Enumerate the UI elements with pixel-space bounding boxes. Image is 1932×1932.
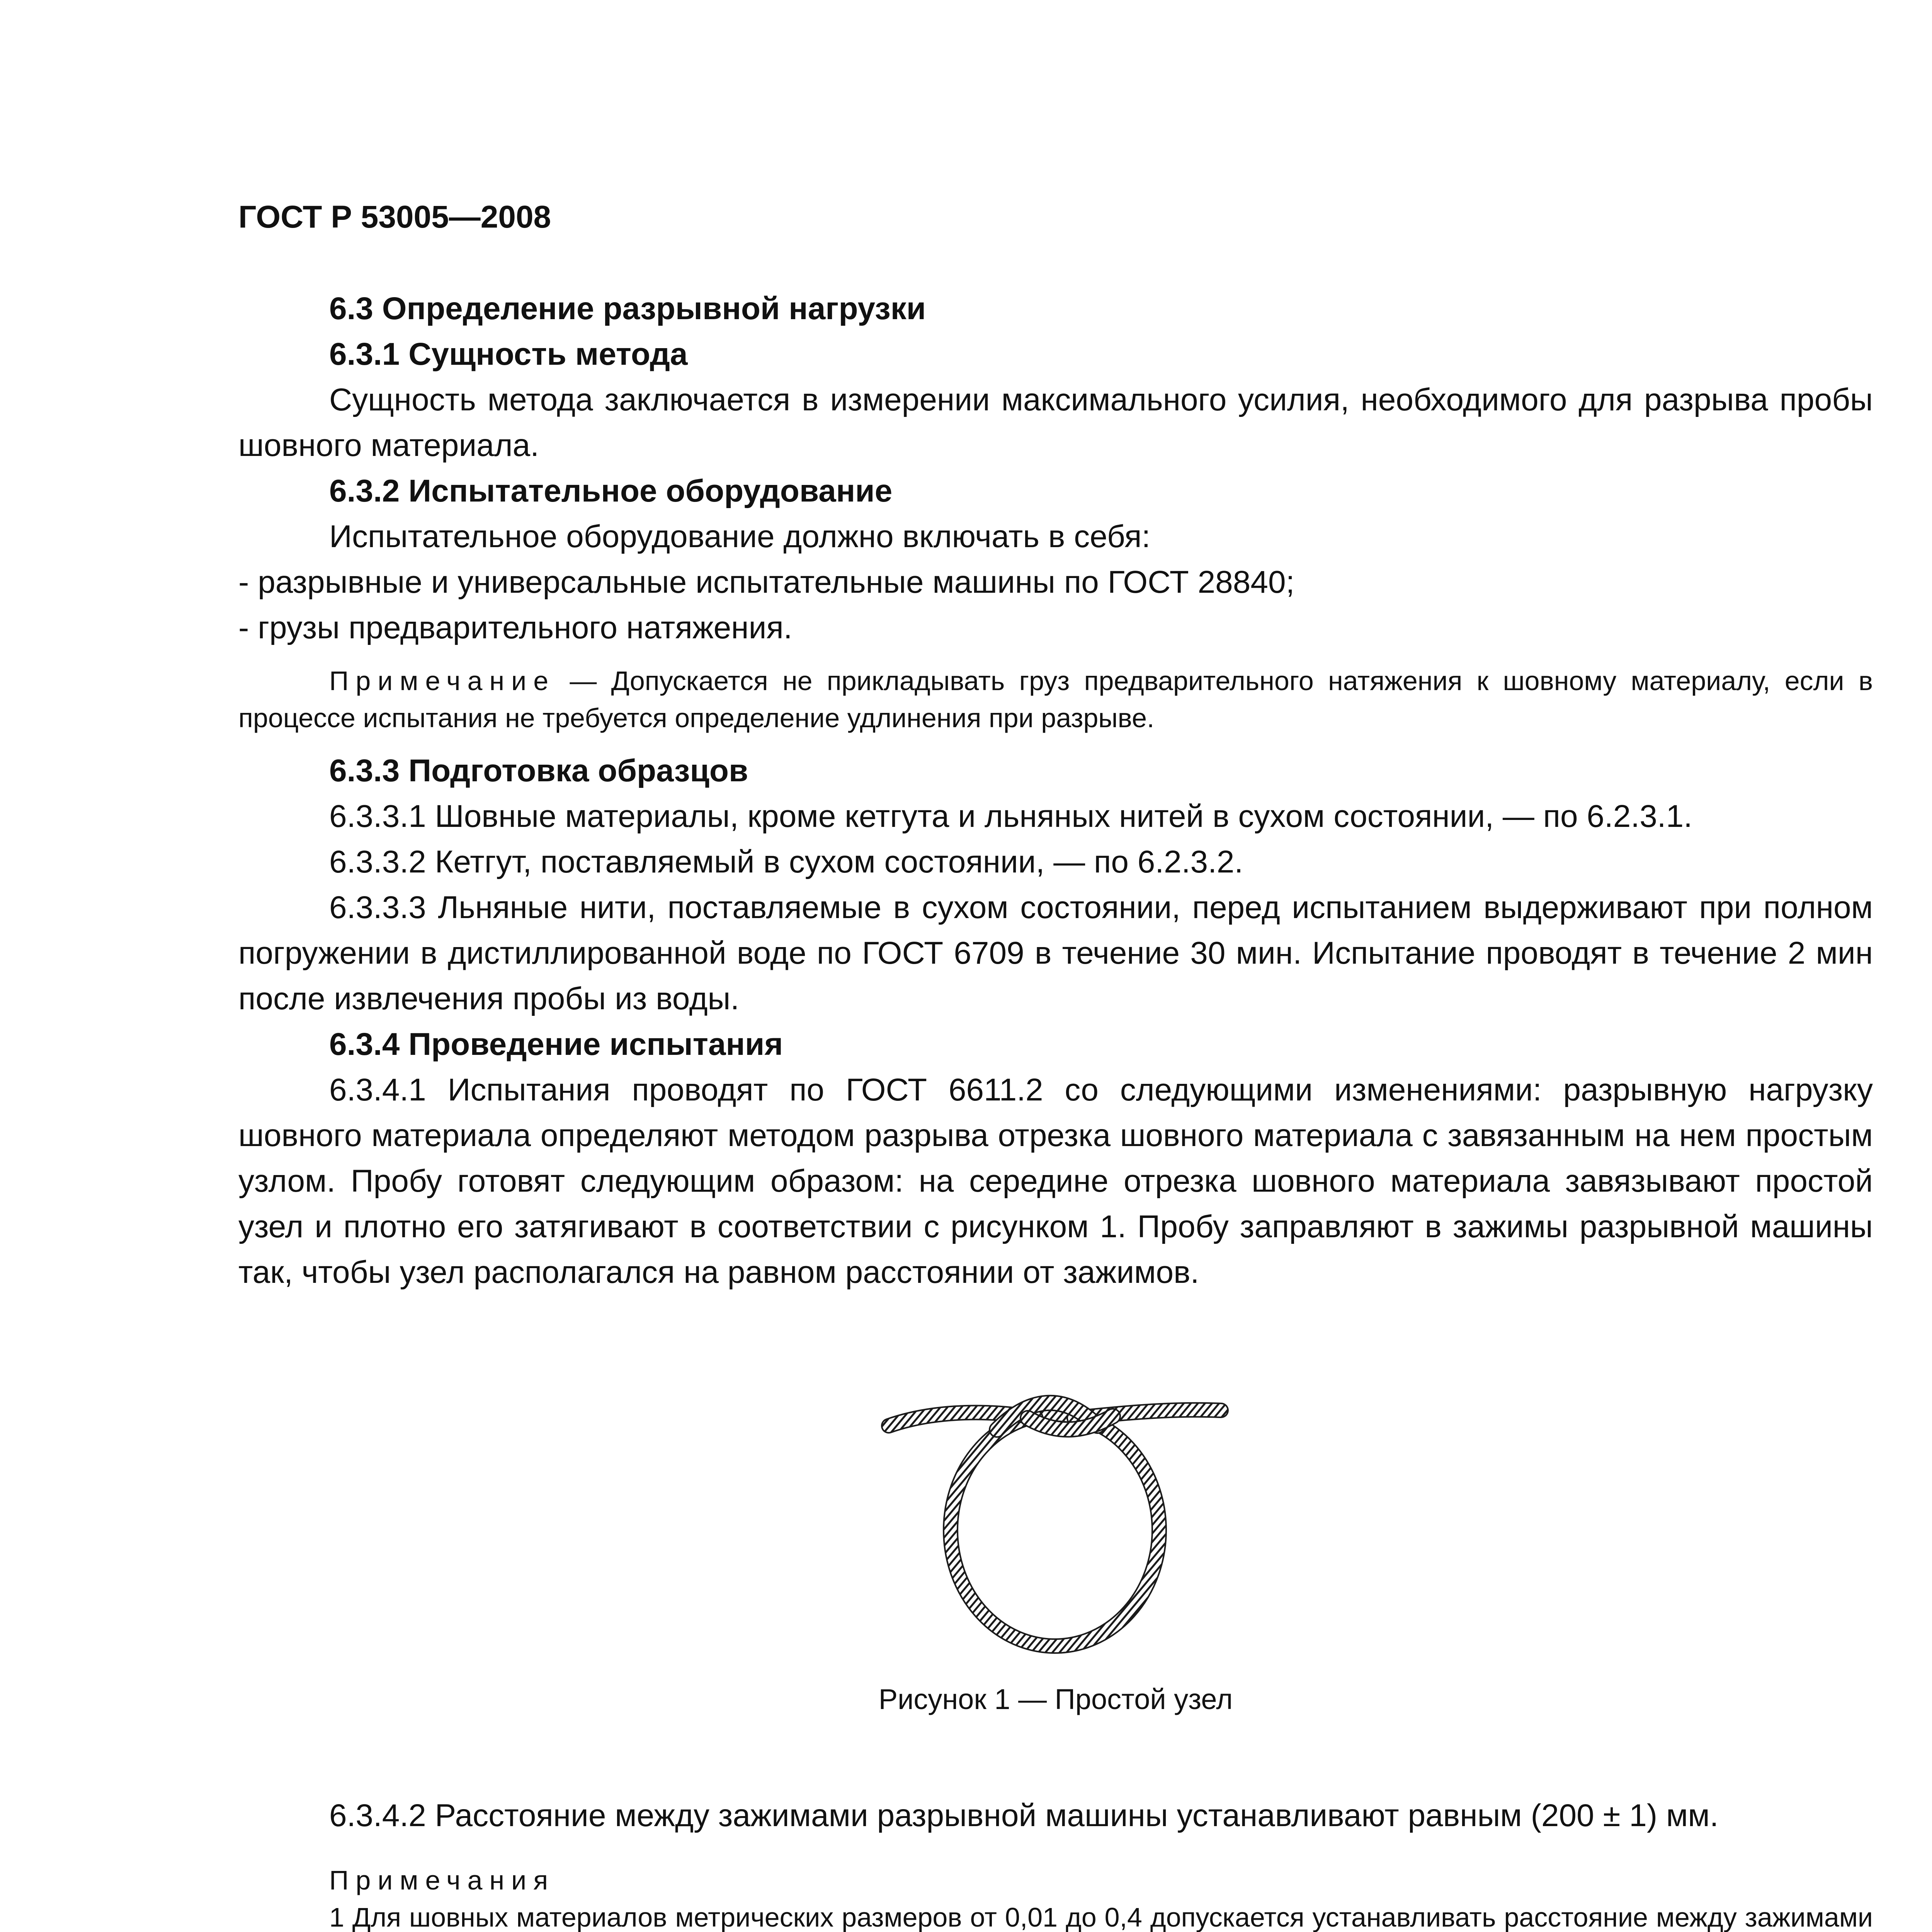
figure-1-caption: Рисунок 1 — Простой узел [878,1683,1233,1715]
document-header: ГОСТ Р 53005—2008 [238,199,551,235]
section-6-3 [238,286,1873,1295]
paragraph-6-3-2-intro: Испытательное оборудование должно включать в себя: [329,519,1151,554]
paragraph-6-3-3-3: 6.3.3.3 Льняные нити, поставляемые в сухом состоянии, перед испытанием выдерживают при полном погружении в дистиллированной воде по ГОСТ 6709 в течение 30 мин. Испытание проводят в течение 2 мин после извлечения пробы из воды. [238,890,1873,1016]
paragraph-6-3-4-2: 6.3.4.2 Расстояние между зажимами разрывной машины устанавливают равным (200 ± 1) мм. [329,1798,1719,1833]
paragraph-6-3-3-1: 6.3.3.1 Шовные материалы, кроме кетгута и льняных нитей в сухом состоянии, — по 6.2.3.1. [329,799,1692,834]
paragraph-6-3-1: Сущность метода заключается в измерении максимального усилия, необходимого для разрыва пробы шовного материала. [238,382,1873,463]
section-6-3-4-continued [238,1793,1873,1932]
list-item-equipment-1: - разрывные и универсальные испытательные машины по ГОСТ 28840; [238,565,1295,600]
note-1 [238,662,1873,736]
subsection-title-6-3-4: 6.3.4 Проведение испытания [329,1027,783,1062]
subsection-title-6-3-2: 6.3.2 Испытательное оборудование [329,473,893,509]
note-2-1: 1 Для шовных материалов метрических размеров от 0,01 до 0,4 допускается устанавливать расстояние между зажимами [329,1902,1873,1932]
subsection-title-6-3-3: 6.3.3 Подготовка образцов [329,753,748,788]
subsection-title-6-3-1: 6.3.1 Сущность метода [329,337,688,372]
simple-knot-icon [881,1376,1229,1662]
note-1-label: Примечание [329,666,556,696]
list-item-equipment-2: - грузы предварительного натяжения. [238,610,793,645]
section-title-6-3: 6.3 Определение разрывной нагрузки [329,291,926,326]
paragraph-6-3-3-2: 6.3.3.2 Кетгут, поставляемый в сухом состоянии, — по 6.2.3.2. [329,844,1243,879]
paragraph-6-3-4-1: 6.3.4.1 Испытания проводят по ГОСТ 6611.2 со следующими изменениями: разрывную нагрузку шовного материала определяют методом разрыва отрезка шовного материала с завязанным на нем простым узлом. Пробу готовят следующим образом: на середине отрезка шовного материала завязывают простой узел и плотно его затягивают в соответствии с рисунком 1. Пробу заправляют в зажимы разрывной машины так, чтобы узел располагался на равном расстоянии от зажимов. [238,1072,1873,1290]
note-1-text: — Допускается не прикладывать груз предварительного натяжения к шовному материалу, если в процессе испытания не требуется определение удлинения при разрыве. [238,666,1873,733]
notes-label: Примечания [329,1865,555,1895]
